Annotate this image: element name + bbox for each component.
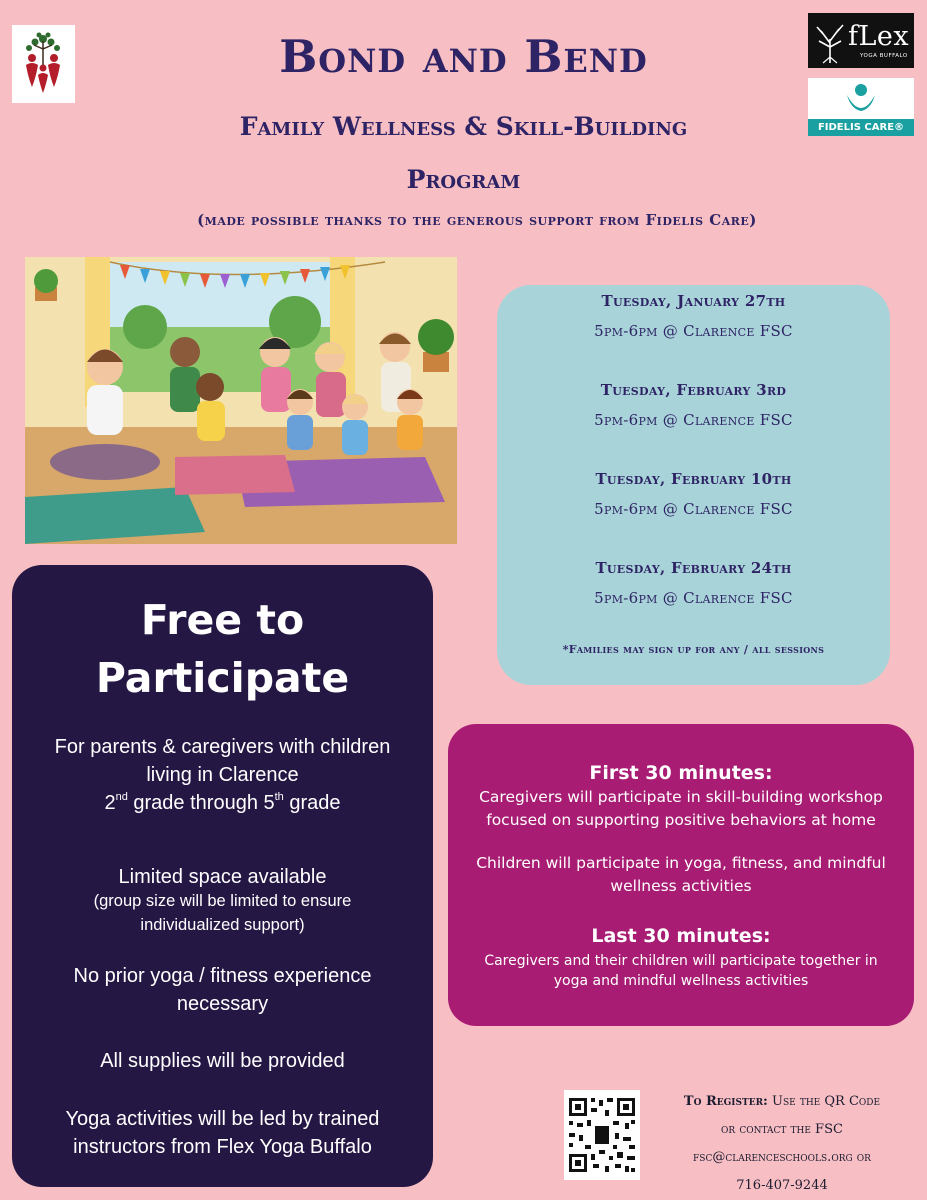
- register-line-1: [662, 1088, 902, 1116]
- limited-space-note-line-2: individualized support): [140, 916, 305, 934]
- free-to-participate-panel: [12, 565, 433, 1187]
- first-30-children-text: [454, 852, 908, 898]
- support-note: (made possible thanks to the generous support from Fidelis Care): [197, 211, 757, 229]
- last-30-line-2: yoga and mindful wellness activities: [553, 973, 809, 989]
- register-qr-instruction: Use the QR Code: [767, 1094, 881, 1109]
- eligibility-text: [22, 733, 423, 817]
- grade-to-suffix: th: [274, 791, 284, 804]
- register-contact-line: or contact the FSC: [721, 1122, 843, 1137]
- instructors-line-2: instructors from Flex Yoga Buffalo: [73, 1136, 372, 1158]
- grade-from-suffix: nd: [115, 791, 128, 804]
- first-30-caregivers-line-2: focused on supporting positive behaviors at home: [486, 811, 876, 829]
- eligibility-line-2: living in Clarence: [146, 764, 299, 786]
- experience-line-2: necessary: [176, 993, 269, 1015]
- register-label: To Register:: [683, 1094, 768, 1109]
- experience-text: [22, 962, 423, 1018]
- session-time: 5pm-6pm @ Clarence FSC: [594, 589, 793, 607]
- first-30-heading: First 30 minutes:: [589, 762, 773, 784]
- last-30-text: [454, 951, 908, 991]
- grade-to-number: 5: [263, 792, 275, 814]
- session-date: Tuesday, February 10th: [595, 470, 792, 488]
- program-subtitle-line-1: Family Wellness & Skill-Building: [239, 112, 688, 141]
- first-30-caregivers-line-1: Caregivers will participate in skill-building workshop: [479, 788, 883, 806]
- flex-logo-subtitle: YOGA BUFFALO: [860, 53, 908, 59]
- free-title: [12, 591, 433, 707]
- limited-space-heading: Limited space available: [118, 866, 327, 888]
- flex-logo-wordmark: fLex: [848, 21, 910, 52]
- limited-space-note-line-1: (group size will be limited to ensure: [93, 892, 352, 910]
- session-time: 5pm-6pm @ Clarence FSC: [594, 500, 793, 518]
- register-phone[interactable]: 716-407-9244: [736, 1178, 828, 1193]
- session-date: Tuesday, February 3rd: [600, 381, 787, 399]
- first-30-children-line-1: Children will participate in yoga, fitness, and mindful: [476, 854, 886, 872]
- family-yoga-illustration: [25, 257, 457, 544]
- grade-end: grade: [283, 792, 341, 814]
- program-subtitle-line-2: Program: [406, 165, 521, 194]
- schedule-note: *Families may sign up for any / all sessions: [562, 643, 825, 656]
- program-details-panel: [448, 724, 914, 1026]
- grade-from-number: 2: [104, 792, 116, 814]
- schedule-panel: [497, 285, 890, 685]
- session-item: [497, 559, 890, 607]
- supplies-text: All supplies will be provided: [100, 1050, 345, 1072]
- last-30-line-1: Caregivers and their children will participate together in: [484, 953, 878, 969]
- session-date: Tuesday, January 27th: [601, 292, 786, 310]
- grade-middle: grade through: [127, 792, 264, 814]
- qr-code-icon: [564, 1090, 640, 1180]
- instructors-text: [22, 1105, 423, 1161]
- session-time: 5pm-6pm @ Clarence FSC: [594, 411, 793, 429]
- free-title-line-1: Free to: [140, 596, 305, 644]
- last-30-heading: Last 30 minutes:: [591, 925, 771, 947]
- registration-info: [662, 1088, 902, 1200]
- session-date: Tuesday, February 24th: [595, 559, 792, 577]
- first-30-children-line-2: wellness activities: [610, 877, 752, 895]
- registration-qr-code[interactable]: [564, 1090, 640, 1180]
- family-yoga-scene-icon: [25, 257, 457, 544]
- eligibility-line-1: For parents & caregivers with children: [54, 736, 391, 758]
- grade-range: [22, 789, 423, 817]
- session-item: [497, 292, 890, 340]
- register-email[interactable]: fsc@clarenceschools.org or: [693, 1150, 871, 1165]
- session-item: [497, 470, 890, 518]
- page-title: Bond and Bend: [279, 30, 648, 83]
- session-item: [497, 381, 890, 429]
- first-30-caregivers-text: [454, 786, 908, 832]
- experience-line-1: No prior yoga / fitness experience: [73, 965, 372, 987]
- free-title-line-2: Participate: [95, 654, 350, 702]
- session-time: 5pm-6pm @ Clarence FSC: [594, 322, 793, 340]
- fidelis-care-label: FIDELIS CARE®: [808, 119, 914, 136]
- instructors-line-1: Yoga activities will be led by trained: [65, 1108, 380, 1130]
- limited-space-note: [22, 889, 423, 937]
